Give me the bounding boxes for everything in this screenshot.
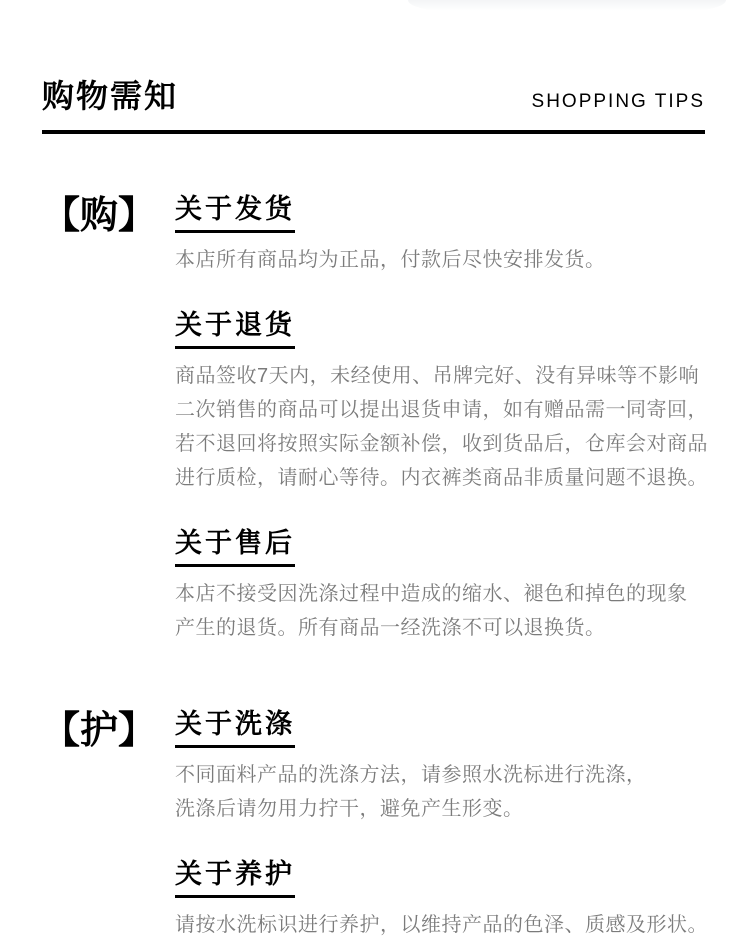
page-header	[0, 0, 750, 134]
section-label-column	[42, 194, 175, 240]
page-subtitle-en: SHOPPING TIPS	[531, 91, 705, 112]
section-purchase	[42, 194, 710, 645]
item-maintenance-heading: 关于养护	[175, 859, 295, 898]
previous-card-bottom-decoration	[408, 0, 726, 11]
body-line: 若不退回将按照实际金额补偿，收到货品后，仓库会对商品	[175, 432, 708, 455]
item-aftersales-body	[175, 577, 710, 645]
item-shipping-body	[175, 243, 710, 277]
section-care-label: 【护】	[42, 709, 157, 752]
item-aftersales	[175, 528, 710, 645]
section-label-column	[42, 709, 175, 755]
shopping-tips-content	[0, 194, 750, 942]
section-care-items	[175, 709, 710, 942]
item-washing	[175, 709, 710, 826]
section-purchase-items	[175, 194, 710, 645]
item-washing-body	[175, 758, 710, 826]
item-returns-heading: 关于退货	[175, 310, 295, 349]
body-line: 不同面料产品的洗涤方法，请参照水洗标进行洗涤，	[175, 763, 647, 786]
header-title-row	[42, 78, 705, 115]
header-divider-rule	[42, 130, 705, 134]
item-shipping-heading: 关于发货	[175, 194, 295, 233]
body-line: 商品签收7天内，未经使用、吊牌完好、没有异味等不影响	[175, 364, 700, 387]
item-maintenance-body	[175, 908, 710, 942]
body-line: 二次销售的商品可以提出退货申请，如有赠品需一同寄回，	[175, 398, 708, 421]
item-returns-body	[175, 359, 710, 495]
body-line: 产生的退货。所有商品一经洗涤不可以退换货。	[175, 616, 606, 639]
item-maintenance	[175, 859, 710, 942]
body-line: 洗涤后请勿用力拧干，避免产生形变。	[175, 797, 524, 820]
item-shipping	[175, 194, 710, 277]
body-line: 进行质检，请耐心等待。内衣裤类商品非质量问题不退换。	[175, 466, 708, 489]
section-purchase-label: 【购】	[42, 194, 157, 237]
item-washing-heading: 关于洗涤	[175, 709, 295, 748]
section-care	[42, 709, 710, 942]
item-returns	[175, 310, 710, 495]
page-title: 购物需知	[42, 78, 179, 114]
body-line: 本店不接受因洗涤过程中造成的缩水、褪色和掉色的现象	[175, 582, 688, 605]
item-aftersales-heading: 关于售后	[175, 528, 295, 567]
body-line: 本店所有商品均为正品，付款后尽快安排发货。	[175, 248, 606, 271]
body-line: 请按水洗标识进行养护，以维持产品的色泽、质感及形状。	[175, 913, 708, 936]
